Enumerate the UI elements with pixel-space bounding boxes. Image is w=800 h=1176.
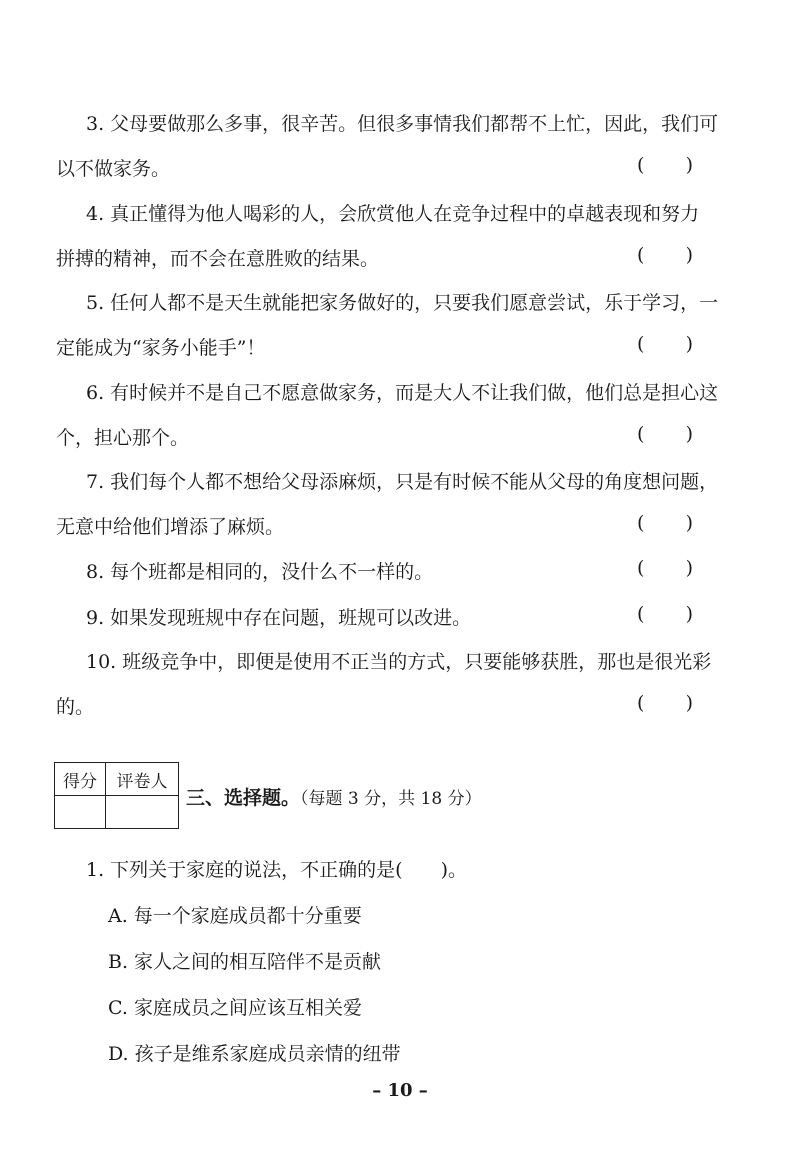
- paren-close: ): [685, 423, 693, 445]
- answer-blank-6[interactable]: [637, 423, 693, 445]
- paren-close: ): [685, 557, 693, 579]
- answer-blank-9[interactable]: [637, 603, 693, 625]
- paren-close: ): [685, 512, 693, 534]
- paren-open: (: [637, 557, 645, 579]
- question-4-line2: 拼搏的精神，而不会在意胜败的结果。: [56, 248, 380, 270]
- question-10-line2: 的。: [56, 696, 95, 718]
- paren-open: (: [637, 603, 645, 625]
- question-3-line1: 3. 父母要做那么多事，很辛苦。但很多事情我们都帮不上忙，因此，我们可: [86, 113, 719, 135]
- grader-label: 评卷人: [106, 763, 179, 796]
- mc-question-1-stem: 1. 下列关于家庭的说法，不正确的是( )。: [86, 859, 467, 881]
- mc-option-b[interactable]: B. 家人之间的相互陪伴不是贡献: [108, 951, 382, 973]
- question-7-line2: 无意中给他们增添了麻烦。: [56, 516, 285, 538]
- question-5-line1: 5. 任何人都不是天生就能把家务做好的，只要我们愿意尝试，乐于学习，一: [86, 292, 719, 314]
- mc-option-c[interactable]: C. 家庭成员之间应该互相关爱: [108, 997, 362, 1019]
- question-10-line1: 10. 班级竞争中，即便是使用不正当的方式，只要能够获胜，那也是很光彩: [86, 651, 712, 673]
- question-8-line1: 8. 每个班都是相同的，没什么不一样的。: [86, 561, 434, 583]
- question-7-line1: 7. 我们每个人都不想给父母添麻烦，只是有时候不能从父母的角度想问题，: [86, 471, 719, 493]
- grader-cell[interactable]: [106, 796, 179, 829]
- answer-blank-3[interactable]: [637, 154, 693, 176]
- paren-close: ): [685, 244, 693, 266]
- paren-close: ): [685, 603, 693, 625]
- mc-option-a[interactable]: A. 每一个家庭成员都十分重要: [108, 905, 362, 927]
- paren-open: (: [637, 244, 645, 266]
- question-3-line2: 以不做家务。: [56, 158, 171, 180]
- score-cell[interactable]: [55, 796, 106, 829]
- answer-blank-7[interactable]: [637, 512, 693, 534]
- answer-blank-8[interactable]: [637, 557, 693, 579]
- paren-open: (: [637, 423, 645, 445]
- question-9-line1: 9. 如果发现班规中存在问题，班规可以改进。: [86, 607, 472, 629]
- section-3-heading: [186, 783, 482, 810]
- question-5-line2: 定能成为“家务小能手”！: [56, 337, 266, 359]
- score-label: 得分: [55, 763, 106, 796]
- question-4-line1: 4. 真正懂得为他人喝彩的人，会欣赏他人在竞争过程中的卓越表现和努力: [86, 203, 700, 225]
- section-3-title: 三、选择题。: [186, 787, 301, 809]
- answer-blank-5[interactable]: [637, 333, 693, 355]
- section-3-note: （每题 3 分，共 18 分）: [300, 789, 482, 809]
- question-6-line1: 6. 有时候并不是自己不愿意做家务，而是大人不让我们做，他们总是担心这: [86, 382, 719, 404]
- answer-blank-10[interactable]: [637, 692, 693, 714]
- paren-close: ): [685, 154, 693, 176]
- answer-blank-4[interactable]: [637, 244, 693, 266]
- question-6-line2: 个，担心那个。: [56, 427, 190, 449]
- paren-open: (: [637, 154, 645, 176]
- paren-close: ): [685, 692, 693, 714]
- paren-open: (: [637, 512, 645, 534]
- paren-open: (: [637, 692, 645, 714]
- mc-option-d[interactable]: D. 孩子是维系家庭成员亲情的纽带: [108, 1043, 401, 1065]
- score-box: [54, 762, 179, 829]
- page-number: – 10 –: [372, 1080, 428, 1101]
- paren-open: (: [637, 333, 645, 355]
- paren-close: ): [685, 333, 693, 355]
